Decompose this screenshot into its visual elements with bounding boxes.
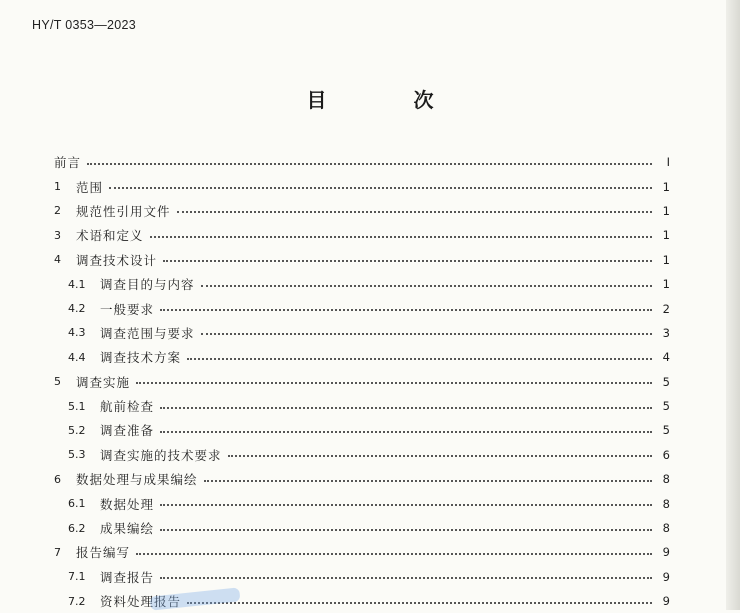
toc-entry[interactable] xyxy=(54,516,670,540)
toc-leader-dots xyxy=(204,479,652,482)
toc-entry-label: 调查技术设计 xyxy=(76,252,158,268)
toc-entry[interactable] xyxy=(54,174,670,198)
toc-entry[interactable] xyxy=(54,491,670,515)
toc-entry[interactable] xyxy=(54,565,670,589)
toc-entry[interactable] xyxy=(54,223,670,247)
toc-entry-page: I xyxy=(666,155,670,170)
toc-entry-number: 6 xyxy=(54,472,61,486)
toc-entry-number: 4.1 xyxy=(68,277,86,291)
toc-entry-page: 9 xyxy=(662,594,670,609)
toc-entry-label: 一般要求 xyxy=(100,301,155,317)
toc-entry-page: 1 xyxy=(662,252,670,267)
toc-entry-page: 1 xyxy=(662,203,670,218)
toc-entry-label: 范围 xyxy=(76,179,104,195)
toc-entry-label: 航前检查 xyxy=(100,399,155,415)
toc-leader-dots xyxy=(163,259,652,262)
toc-entry-label: 前言 xyxy=(54,155,82,171)
toc-entry-number: 4.3 xyxy=(68,326,86,340)
toc-entry-number: 6.1 xyxy=(68,497,86,511)
toc-leader-dots xyxy=(87,162,652,165)
toc-leader-dots xyxy=(109,186,652,189)
toc-entry-number: 2 xyxy=(54,204,61,218)
toc-entry-label: 调查实施 xyxy=(76,374,131,390)
toc-entry-page: 1 xyxy=(662,228,670,243)
toc-entry-label: 资料处理报告 xyxy=(100,594,182,610)
standard-code: HY/T 0353—2023 xyxy=(32,18,137,32)
toc-entry-label: 调查准备 xyxy=(100,423,155,439)
toc-entry-page: 4 xyxy=(662,350,670,365)
toc-entry-page: 6 xyxy=(662,447,670,462)
toc-entry-page: 8 xyxy=(662,496,670,511)
toc-entry-number: 7 xyxy=(54,545,61,559)
toc-entry-page: 5 xyxy=(662,374,670,389)
toc-entry-page: 5 xyxy=(662,423,670,438)
toc-entry-label: 调查技术方案 xyxy=(100,350,182,366)
toc-entry-label: 术语和定义 xyxy=(76,228,144,244)
toc-entry-label: 数据处理 xyxy=(100,496,155,512)
toc-leader-dots xyxy=(160,528,652,531)
toc-entry-page: 2 xyxy=(662,301,670,316)
toc-entry[interactable] xyxy=(54,272,670,296)
toc-entry-number: 5 xyxy=(54,375,61,389)
toc-entry[interactable] xyxy=(54,467,670,491)
toc-leader-dots xyxy=(201,332,652,335)
toc-entry-page: 3 xyxy=(662,325,670,340)
toc-entry-number: 7.2 xyxy=(68,594,86,608)
toc-entry-page: 1 xyxy=(662,179,670,194)
toc-entry-number: 5.1 xyxy=(68,399,86,413)
toc-entry-page: 8 xyxy=(662,472,670,487)
toc-entry[interactable] xyxy=(54,150,670,174)
toc-entry[interactable] xyxy=(54,394,670,418)
toc-leader-dots xyxy=(136,552,652,555)
toc-title: 目 次 xyxy=(306,88,474,112)
toc-entry-page: 9 xyxy=(662,545,670,560)
toc-entry-label: 成果编绘 xyxy=(100,521,155,537)
toc-leader-dots xyxy=(136,381,652,384)
toc-entry-number: 1 xyxy=(54,180,61,194)
toc-leader-dots xyxy=(160,406,652,409)
toc-leader-dots xyxy=(160,576,652,579)
toc-entry[interactable] xyxy=(54,296,670,320)
toc-entry-label: 调查报告 xyxy=(100,569,155,585)
toc-entry[interactable] xyxy=(54,199,670,223)
toc-entry[interactable] xyxy=(54,443,670,467)
toc-entry-label: 规范性引用文件 xyxy=(76,203,171,219)
toc-entry[interactable] xyxy=(54,418,670,442)
toc-entry-number: 7.1 xyxy=(68,570,86,584)
toc-leader-dots xyxy=(160,503,652,506)
toc-leader-dots xyxy=(187,357,652,360)
toc-entry-number: 5.2 xyxy=(68,423,86,437)
toc-entry[interactable] xyxy=(54,540,670,564)
toc-entry[interactable] xyxy=(54,345,670,369)
toc-entry-label: 数据处理与成果编绘 xyxy=(76,472,198,488)
toc-leader-dots xyxy=(160,308,652,311)
toc-entry-page: 5 xyxy=(662,399,670,414)
toc-entry-page: 8 xyxy=(662,521,670,536)
toc-entry-number: 5.3 xyxy=(68,448,86,462)
toc-entry-label: 调查范围与要求 xyxy=(100,325,195,341)
toc-entry[interactable] xyxy=(54,321,670,345)
toc-entry-label: 报告编写 xyxy=(76,545,131,561)
toc-entry-label: 调查实施的技术要求 xyxy=(100,447,222,463)
toc-leader-dots xyxy=(150,235,652,238)
toc-leader-dots xyxy=(228,454,652,457)
toc-leader-dots xyxy=(177,210,652,213)
table-of-contents xyxy=(54,150,670,613)
toc-entry-page: 9 xyxy=(662,569,670,584)
toc-entry-page: 1 xyxy=(662,277,670,292)
toc-entry-number: 4.2 xyxy=(68,302,86,316)
toc-entry-number: 4.4 xyxy=(68,350,86,364)
toc-entry-number: 6.2 xyxy=(68,521,86,535)
toc-entry[interactable] xyxy=(54,248,670,272)
toc-entry-label: 调查目的与内容 xyxy=(100,277,195,293)
toc-leader-dots xyxy=(160,430,652,433)
toc-entry[interactable] xyxy=(54,589,670,613)
toc-leader-dots xyxy=(187,601,652,604)
toc-entry-number: 3 xyxy=(54,228,61,242)
toc-entry[interactable] xyxy=(54,370,670,394)
toc-entry-number: 4 xyxy=(54,253,61,267)
toc-leader-dots xyxy=(201,284,652,287)
